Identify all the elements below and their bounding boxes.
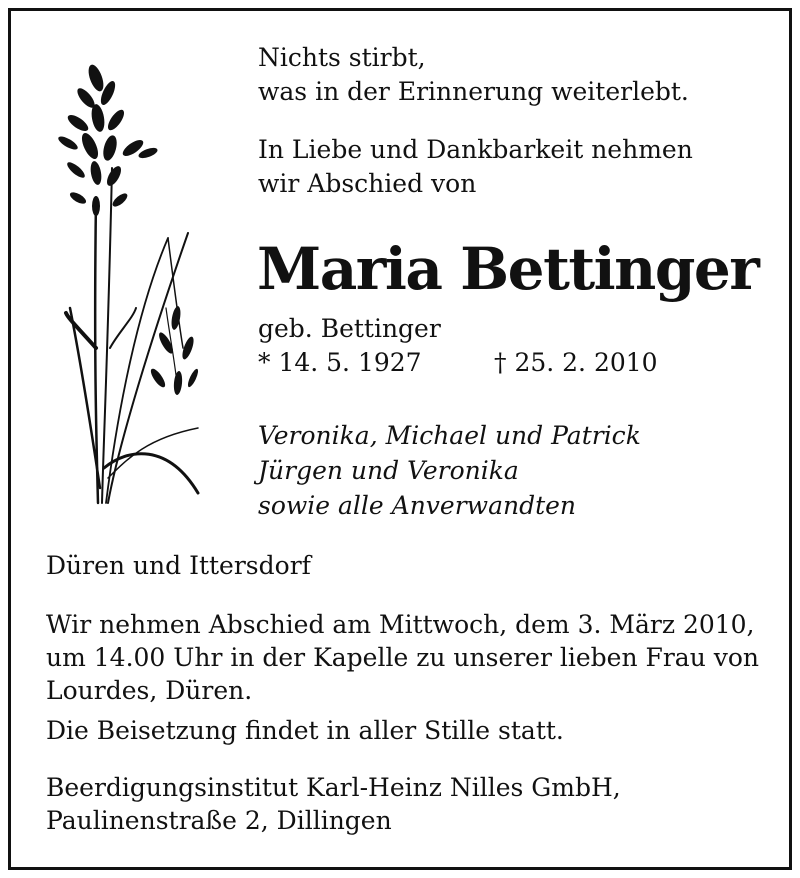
undertaker-line-1: Beerdigungsinstitut Karl-Heinz Nilles GmbH, <box>46 773 621 802</box>
birth-name: geb. Bettinger <box>258 314 441 343</box>
farewell-line-3: Lourdes, Düren. <box>46 676 253 705</box>
grass-plant-icon <box>48 48 208 508</box>
birth-date: * 14. 5. 1927 <box>258 348 422 377</box>
mourners-line-3: sowie alle Anverwandten <box>258 491 577 520</box>
burial-note: Die Beisetzung findet in aller Stille statt. <box>46 716 564 745</box>
location: Düren und Ittersdorf <box>46 551 311 580</box>
intro-line-1: In Liebe und Dankbarkeit nehmen <box>258 135 693 164</box>
deceased-name: Maria Bettinger <box>257 235 759 303</box>
undertaker-line-2: Paulinenstraße 2, Dillingen <box>46 806 392 835</box>
mourners-line-2: Jürgen und Veronika <box>258 456 519 485</box>
death-date: † 25. 2. 2010 <box>494 348 658 377</box>
farewell-line-1: Wir nehmen Abschied am Mittwoch, dem 3. März 2010, <box>46 610 755 639</box>
quote-line-2: was in der Erinnerung weiterlebt. <box>258 77 689 106</box>
intro-line-2: wir Abschied von <box>258 169 477 198</box>
quote-line-1: Nichts stirbt, <box>258 43 426 72</box>
mourners-line-1: Veronika, Michael und Patrick <box>258 421 641 450</box>
farewell-line-2: um 14.00 Uhr in der Kapelle zu unserer lieben Frau von <box>46 643 760 672</box>
